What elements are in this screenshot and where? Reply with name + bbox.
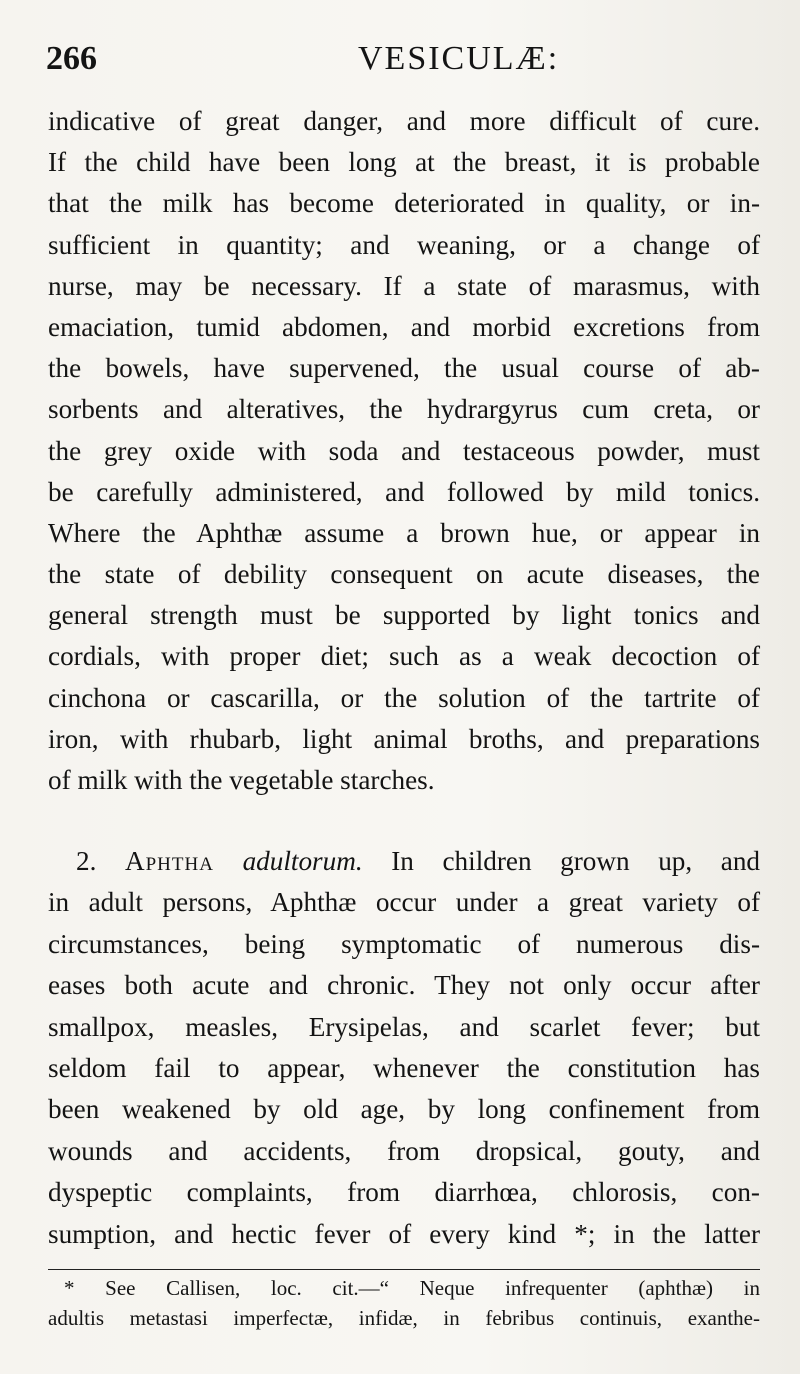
text-line: sorbents and alteratives, the hydrargyrus cum creta, or (48, 394, 760, 425)
text-line: Where the Aphthæ assume a brown hue, or appear in (48, 517, 760, 548)
text-line: eases both acute and chronic. They not only occur after (48, 970, 760, 1001)
text-line: the state of debility consequent on acute diseases, the (48, 559, 760, 590)
section-number: 2. (76, 846, 97, 876)
text-line: dyspeptic complaints, from diarrhœa, chlorosis, con- (48, 1177, 760, 1208)
text-line: cordials, with proper diet; such as a weak decoction of (48, 641, 760, 672)
text-line: indicative of great danger, and more difficult of cure. (48, 106, 760, 136)
text-line: of milk with the vegetable starches. (48, 765, 435, 795)
paragraph-2 (48, 841, 760, 1255)
text-line: sufficient in quantity; and weaning, or a change of (48, 229, 760, 260)
text-line: the bowels, have supervened, the usual course of ab- (48, 353, 760, 384)
text-line: nurse, may be necessary. If a state of marasmus, with (48, 270, 760, 301)
running-head: VESICULÆ: (358, 40, 560, 77)
text-line: seldom fail to appear, whenever the constitution has (48, 1052, 760, 1083)
text-line: general strength must be supported by light tonics and (48, 600, 760, 631)
text-line: cinchona or cascarilla, or the solution of the tartrite of (48, 682, 760, 713)
section-qualifier: adultorum. (242, 846, 363, 876)
text-line: sumption, and hectic fever of every kind *; in the latter (48, 1218, 760, 1249)
footnote-line: adultis metastasi imperfectæ, infidæ, in febribus continuis, exanthe- (48, 1306, 760, 1330)
text-line: emaciation, tumid abdomen, and morbid excretions from (48, 311, 760, 342)
section-heading-line (48, 841, 760, 882)
text-line: If the child have been long at the breast, it is probable (48, 147, 760, 178)
footnote-divider (48, 1269, 760, 1270)
text-line: wounds and accidents, from dropsical, gouty, and (48, 1135, 760, 1166)
text-line: been weakened by old age, by long confinement from (48, 1094, 760, 1125)
text-line: in adult persons, Aphthæ occur under a great variety of (48, 887, 760, 918)
text-line: be carefully administered, and followed by mild tonics. (48, 476, 760, 507)
paragraph-1 (48, 101, 760, 801)
page-number: 266 (46, 40, 97, 77)
footnote (48, 1273, 760, 1333)
footnote-line: * See Callisen, loc. cit.—“ Neque infrequenter (aphthæ) in (64, 1276, 760, 1300)
section-term: Aphtha (124, 846, 214, 876)
page-header (46, 36, 746, 86)
text-line: circumstances, being symptomatic of numerous dis- (48, 928, 760, 959)
text-line: that the milk has become deteriorated in quality, or in- (48, 188, 760, 219)
text-line: In children grown up, and (391, 846, 761, 876)
text-line: the grey oxide with soda and testaceous powder, must (48, 435, 760, 466)
text-line: smallpox, measles, Erysipelas, and scarlet fever; but (48, 1011, 760, 1042)
text-line: iron, with rhubarb, light animal broths, and preparations (48, 723, 760, 754)
